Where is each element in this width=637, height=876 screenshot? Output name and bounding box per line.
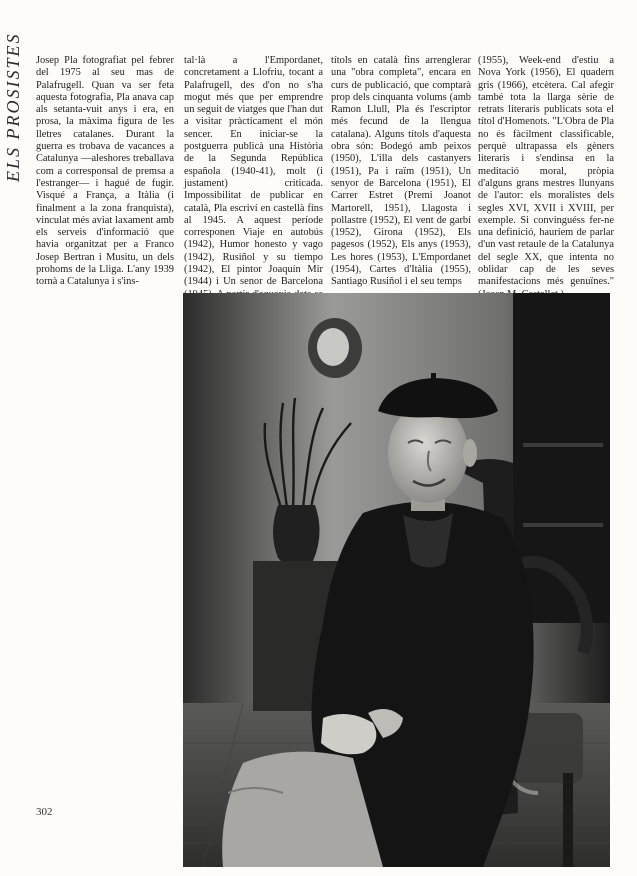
- text-column-1: [36, 55, 174, 289]
- portrait-photo-drawing: [183, 293, 610, 867]
- paragraph: tal·là a l'Empordanet, concretament a Llofriu, tocant a Palafrugell, des d'on no s'ha mogut més que per emprendre un seguit de viatges que l'han dut a visitar pràcticament el món sencer. En iniciar-se la postguerra publicà una Història de la Segunda República española (1940-41), molt (i justament) criticada. Impossibilitat de publicar en català, Pla escriví en castellà fins al 1945. A aquest període corresponen Viaje en autobús (1942), Humor honesto y vago (1942), Rusiñol y su tiempo (1942), El pintor Joaquín Mir (1944) i Un senor de Barcelona: [184, 55, 323, 288]
- paragraph: títols en català fins arrenglerar una "obra completa", encara en curs de publicació, que comptarà prop dels cinquanta volums (amb Ramon Llull, Pla és l'escriptor més fecund de la llengua catalana). Alguns títols d'aquesta obra són: Bodegó amb peixos (1950), L'illa dels castanyers (1951), Pa i raïm (1951), Un senyor de Barcelona (1951), El Carrer Estret (Premi Joanot Martorell, 1951), Llagosta i pollastre (1952), El vent de garbí (1952), Girona (1952), Els pagesos (1952), Els anys (1953), Les hores (1953), L'Empordanet (1954), Cartes d'Itàlia (1955), Santiago Rusiñol i el seu temps: [331, 55, 471, 288]
- section-label: ELS PROSISTES: [3, 32, 23, 182]
- paragraph: Josep Pla fotografiat pel febrer del 1975 al seu mas de Palafrugell. Quan va ser feta aquesta fotografia, Pla anava cap als setanta-vuit anys i era, en prosa, la màxima figura de les lletres catalanes. Durant la guerra es trobava de vacances a Catalunya —aleshores treballava com a corresponsal de premsa a l'estranger— i hagué de fugir. Visqué a França, a Itàlia (i finalment a la zona franquista), vinculat més aviat laxament amb els serveis d'informació que havia organitzat per a Franco Josep Bertran i Musitu, un dels prohoms de la Lliga. L'any 1939 tornà a Catalunya i s'ins-: [36, 55, 174, 288]
- text-column-3: [331, 55, 471, 289]
- portrait-photo: [183, 293, 610, 867]
- paragraph: (1955), Week-end d'estiu a Nova York (1956), El quadern gris (1966), etcètera. Cal afegir també tota la llarga sèrie de retrats literaris publicats sota el títol d'Homenots. "L'Obra de Pla no és fàcilment classificable, perquè ultrapassa els gèners literaris i s'endinsa en la meditació moral, pròpia d'alguns grans mestres llunyans de l'autor: els moralistes dels segles XVI, XVII i XVIII, per exemple. Si convinguéss fer-ne una definició, hauríem de parlar d'un vast retaule de la Catalunya del segle XX, que intenta no oblidar cap de les seves manifestacions més genuïnes.": [478, 55, 614, 288]
- page-number: 302: [36, 806, 53, 818]
- text-column-2: [184, 55, 323, 313]
- text-column-4: [478, 55, 614, 301]
